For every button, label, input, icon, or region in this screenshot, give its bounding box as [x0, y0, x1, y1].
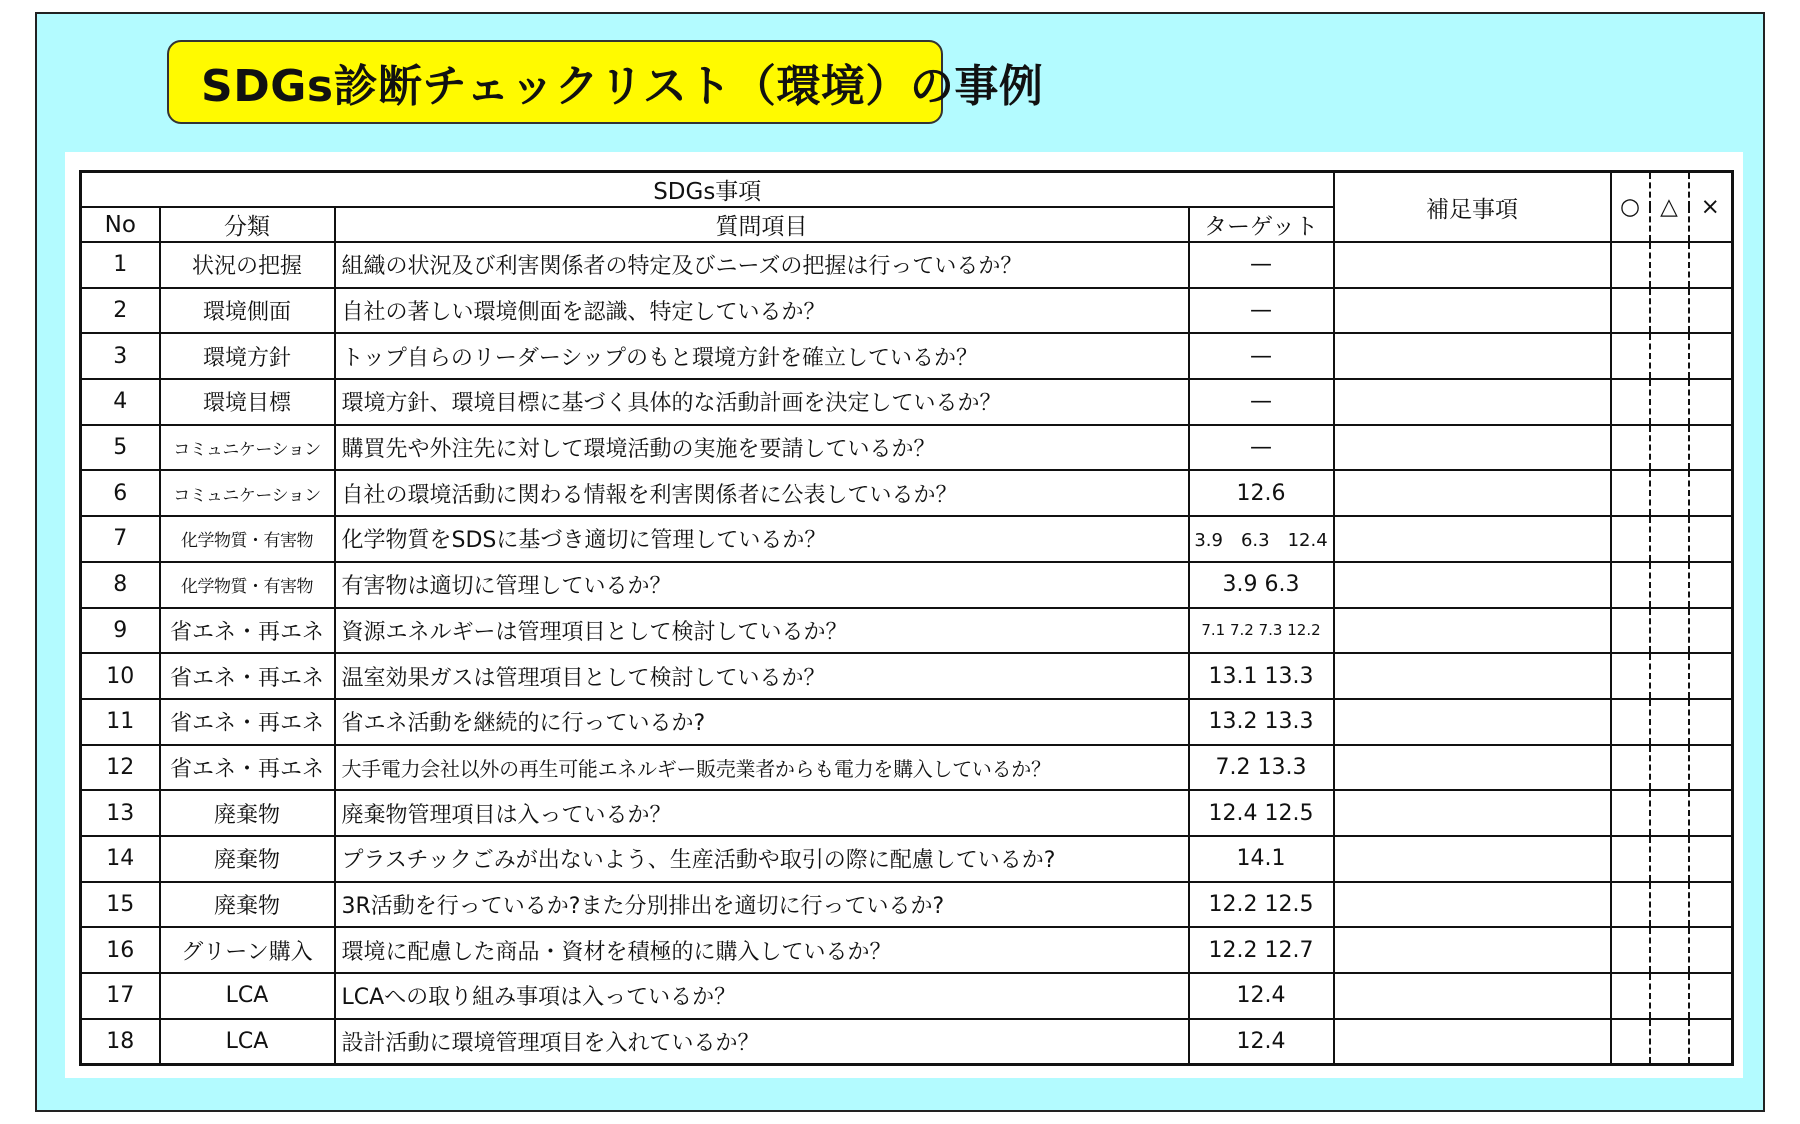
row-target: —	[1189, 379, 1334, 425]
row-target: 3.9 6.3 12.4	[1189, 516, 1334, 562]
row-number: 10	[81, 653, 160, 699]
row-cross-cell[interactable]	[1689, 470, 1733, 516]
row-category: 状況の把握	[160, 242, 335, 288]
row-category: コミュニケーション	[160, 425, 335, 471]
row-triangle-cell[interactable]	[1650, 516, 1689, 562]
row-circle-cell[interactable]	[1611, 242, 1650, 288]
row-question: 設計活動に環境管理項目を入れているか？	[335, 1019, 1189, 1065]
circle-mark-header: ○	[1611, 172, 1650, 243]
row-target: 13.2 13.3	[1189, 699, 1334, 745]
row-circle-cell[interactable]	[1611, 470, 1650, 516]
row-target: 12.4	[1189, 1019, 1334, 1065]
row-number: 4	[81, 379, 160, 425]
row-circle-cell[interactable]	[1611, 333, 1650, 379]
row-number: 5	[81, 425, 160, 471]
table-row	[81, 379, 1733, 425]
row-category: グリーン購入	[160, 927, 335, 973]
row-target: 7.2 13.3	[1189, 745, 1334, 791]
row-circle-cell[interactable]	[1611, 836, 1650, 882]
row-question: 環境方針、環境目標に基づく具体的な活動計画を決定しているか？	[335, 379, 1189, 425]
no-column-header: No	[81, 207, 160, 242]
row-number: 15	[81, 882, 160, 928]
row-circle-cell[interactable]	[1611, 973, 1650, 1019]
row-category: 廃棄物	[160, 790, 335, 836]
row-triangle-cell[interactable]	[1650, 699, 1689, 745]
row-circle-cell[interactable]	[1611, 882, 1650, 928]
row-triangle-cell[interactable]	[1650, 836, 1689, 882]
row-question: 3R活動を行っているか?また分別排出を適切に行っているか?	[335, 882, 1189, 928]
table-row	[81, 882, 1733, 928]
row-note-cell[interactable]	[1334, 653, 1611, 699]
row-question: 自社の著しい環境側面を認識、特定しているか？	[335, 288, 1189, 334]
row-target: 12.4	[1189, 973, 1334, 1019]
row-number: 12	[81, 745, 160, 791]
row-category: 化学物質・有害物	[160, 516, 335, 562]
row-cross-cell[interactable]	[1689, 927, 1733, 973]
row-target: 12.4 12.5	[1189, 790, 1334, 836]
row-target: 12.6	[1189, 470, 1334, 516]
row-note-cell[interactable]	[1334, 927, 1611, 973]
row-number: 13	[81, 790, 160, 836]
row-note-cell[interactable]	[1334, 425, 1611, 471]
table-row	[81, 836, 1733, 882]
row-cross-cell[interactable]	[1689, 425, 1733, 471]
row-note-cell[interactable]	[1334, 562, 1611, 608]
row-number: 3	[81, 333, 160, 379]
row-question: 資源エネルギーは管理項目として検討しているか？	[335, 608, 1189, 654]
table-row	[81, 333, 1733, 379]
row-question: 環境に配慮した商品・資材を積極的に購入しているか？	[335, 927, 1189, 973]
row-question: LCAへの取り組み事項は入っているか？	[335, 973, 1189, 1019]
row-category: 廃棄物	[160, 882, 335, 928]
row-triangle-cell[interactable]	[1650, 288, 1689, 334]
row-category: 省エネ・再エネ	[160, 608, 335, 654]
row-number: 9	[81, 608, 160, 654]
row-question: 購買先や外注先に対して環境活動の実施を要請しているか？	[335, 425, 1189, 471]
row-circle-cell[interactable]	[1611, 562, 1650, 608]
row-triangle-cell[interactable]	[1650, 242, 1689, 288]
row-cross-cell[interactable]	[1689, 1019, 1733, 1065]
row-note-cell[interactable]	[1334, 288, 1611, 334]
row-note-cell[interactable]	[1334, 745, 1611, 791]
table-row	[81, 927, 1733, 973]
table-row	[81, 653, 1733, 699]
row-cross-cell[interactable]	[1689, 379, 1733, 425]
row-note-cell[interactable]	[1334, 699, 1611, 745]
row-circle-cell[interactable]	[1611, 790, 1650, 836]
row-question: 有害物は適切に管理しているか？	[335, 562, 1189, 608]
row-number: 7	[81, 516, 160, 562]
row-target: 12.2 12.7	[1189, 927, 1334, 973]
row-note-cell[interactable]	[1334, 608, 1611, 654]
page-frame	[35, 12, 1765, 1112]
row-triangle-cell[interactable]	[1650, 1019, 1689, 1065]
row-cross-cell[interactable]	[1689, 608, 1733, 654]
row-target: 13.1 13.3	[1189, 653, 1334, 699]
table-row	[81, 242, 1733, 288]
row-number: 14	[81, 836, 160, 882]
row-cross-cell[interactable]	[1689, 653, 1733, 699]
table-row	[81, 470, 1733, 516]
row-category: 環境方針	[160, 333, 335, 379]
row-target: —	[1189, 288, 1334, 334]
category-column-header: 分類	[160, 207, 335, 242]
row-category: 環境目標	[160, 379, 335, 425]
row-cross-cell[interactable]	[1689, 516, 1733, 562]
row-target: 12.2 12.5	[1189, 882, 1334, 928]
row-triangle-cell[interactable]	[1650, 425, 1689, 471]
row-note-cell[interactable]	[1334, 470, 1611, 516]
row-category: 省エネ・再エネ	[160, 699, 335, 745]
table-row	[81, 516, 1733, 562]
row-circle-cell[interactable]	[1611, 425, 1650, 471]
row-triangle-cell[interactable]	[1650, 927, 1689, 973]
row-circle-cell[interactable]	[1611, 927, 1650, 973]
row-cross-cell[interactable]	[1689, 790, 1733, 836]
row-cross-cell[interactable]	[1689, 242, 1733, 288]
row-question: 自社の環境活動に関わる情報を利害関係者に公表しているか？	[335, 470, 1189, 516]
table-row	[81, 425, 1733, 471]
row-note-cell[interactable]	[1334, 973, 1611, 1019]
checklist-table	[79, 170, 1734, 1066]
row-triangle-cell[interactable]	[1650, 745, 1689, 791]
note-column-header: 補足事項	[1334, 172, 1611, 243]
table-row	[81, 562, 1733, 608]
row-target: 14.1	[1189, 836, 1334, 882]
table-row	[81, 790, 1733, 836]
table-row	[81, 699, 1733, 745]
row-question: 廃棄物管理項目は入っているか？	[335, 790, 1189, 836]
row-triangle-cell[interactable]	[1650, 562, 1689, 608]
row-cross-cell[interactable]	[1689, 699, 1733, 745]
title-banner	[167, 40, 1044, 124]
row-question: 大手電力会社以外の再生可能エネルギー販売業者からも電力を購入しているか？	[335, 745, 1189, 791]
row-circle-cell[interactable]	[1611, 379, 1650, 425]
row-target: 3.9 6.3	[1189, 562, 1334, 608]
row-circle-cell[interactable]	[1611, 1019, 1650, 1065]
row-circle-cell[interactable]	[1611, 699, 1650, 745]
checklist-panel	[65, 152, 1743, 1078]
table-row	[81, 973, 1733, 1019]
row-note-cell[interactable]	[1334, 836, 1611, 882]
row-triangle-cell[interactable]	[1650, 333, 1689, 379]
sdgs-group-header: SDGs事項	[81, 172, 1334, 208]
row-cross-cell[interactable]	[1689, 973, 1733, 1019]
row-number: 8	[81, 562, 160, 608]
row-question: 温室効果ガスは管理項目として検討しているか？	[335, 653, 1189, 699]
row-note-cell[interactable]	[1334, 242, 1611, 288]
row-triangle-cell[interactable]	[1650, 973, 1689, 1019]
triangle-mark-header: △	[1650, 172, 1689, 243]
row-category: 化学物質・有害物	[160, 562, 335, 608]
row-question: トップ自らのリーダーシップのもと環境方針を確立しているか？	[335, 333, 1189, 379]
row-number: 1	[81, 242, 160, 288]
row-triangle-cell[interactable]	[1650, 790, 1689, 836]
row-question: 組織の状況及び利害関係者の特定及びニーズの把握は行っているか？	[335, 242, 1189, 288]
row-number: 2	[81, 288, 160, 334]
row-target: 7.1 7.2 7.3 12.2	[1189, 608, 1334, 654]
row-note-cell[interactable]	[1334, 333, 1611, 379]
row-note-cell[interactable]	[1334, 790, 1611, 836]
row-note-cell[interactable]	[1334, 379, 1611, 425]
row-number: 11	[81, 699, 160, 745]
row-question: 省エネ活動を継続的に行っているか?	[335, 699, 1189, 745]
row-number: 17	[81, 973, 160, 1019]
row-cross-cell[interactable]	[1689, 745, 1733, 791]
row-number: 16	[81, 927, 160, 973]
row-triangle-cell[interactable]	[1650, 882, 1689, 928]
row-number: 6	[81, 470, 160, 516]
table-row	[81, 745, 1733, 791]
row-cross-cell[interactable]	[1689, 333, 1733, 379]
row-question: 化学物質をSDSに基づき適切に管理しているか？	[335, 516, 1189, 562]
row-note-cell[interactable]	[1334, 882, 1611, 928]
row-triangle-cell[interactable]	[1650, 608, 1689, 654]
row-triangle-cell[interactable]	[1650, 653, 1689, 699]
row-category: LCA	[160, 973, 335, 1019]
row-target: —	[1189, 242, 1334, 288]
row-cross-cell[interactable]	[1689, 882, 1733, 928]
row-cross-cell[interactable]	[1689, 288, 1733, 334]
row-circle-cell[interactable]	[1611, 516, 1650, 562]
row-cross-cell[interactable]	[1689, 836, 1733, 882]
row-category: 省エネ・再エネ	[160, 653, 335, 699]
row-category: 省エネ・再エネ	[160, 745, 335, 791]
table-row	[81, 288, 1733, 334]
row-category: 環境側面	[160, 288, 335, 334]
row-triangle-cell[interactable]	[1650, 379, 1689, 425]
table-row	[81, 608, 1733, 654]
row-question: プラスチックごみが出ないよう、生産活動や取引の際に配慮しているか?	[335, 836, 1189, 882]
cross-mark-header: ×	[1689, 172, 1733, 243]
page-title: SDGs診断チェックリスト（環境）の事例	[201, 61, 1044, 112]
row-note-cell[interactable]	[1334, 516, 1611, 562]
row-number: 18	[81, 1019, 160, 1065]
row-triangle-cell[interactable]	[1650, 470, 1689, 516]
row-circle-cell[interactable]	[1611, 653, 1650, 699]
row-note-cell[interactable]	[1334, 1019, 1611, 1065]
row-category: LCA	[160, 1019, 335, 1065]
row-circle-cell[interactable]	[1611, 608, 1650, 654]
row-category: 廃棄物	[160, 836, 335, 882]
row-circle-cell[interactable]	[1611, 288, 1650, 334]
target-column-header: ターゲット	[1189, 207, 1334, 242]
row-target: —	[1189, 333, 1334, 379]
row-target: —	[1189, 425, 1334, 471]
row-circle-cell[interactable]	[1611, 745, 1650, 791]
question-column-header: 質問項目	[335, 207, 1189, 242]
row-category: コミュニケーション	[160, 470, 335, 516]
table-row	[81, 1019, 1733, 1065]
row-cross-cell[interactable]	[1689, 562, 1733, 608]
